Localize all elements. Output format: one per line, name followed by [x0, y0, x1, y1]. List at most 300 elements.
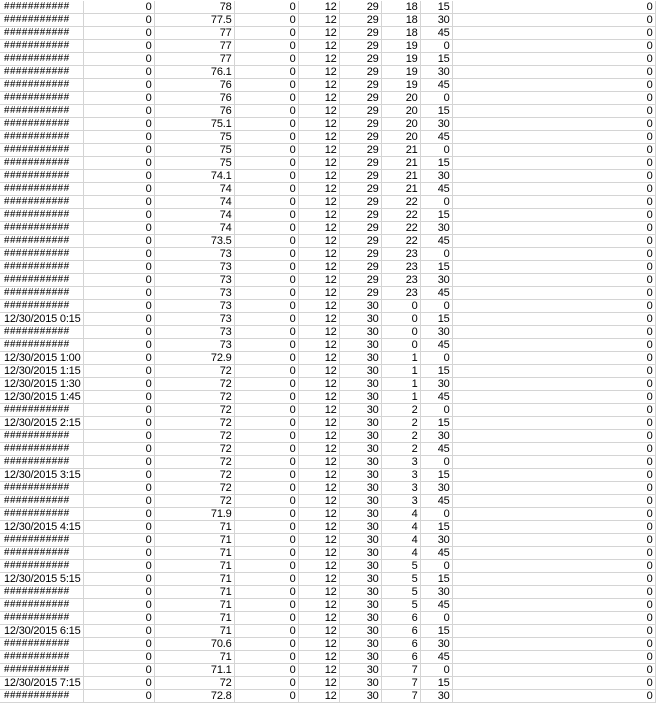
cell[interactable]: 29 — [339, 144, 381, 157]
cell[interactable]: 0 — [83, 482, 154, 495]
cell[interactable]: 0 — [234, 534, 298, 547]
cell[interactable]: 12 — [298, 612, 339, 625]
cell[interactable]: 0 — [452, 560, 655, 573]
cell[interactable]: 71 — [154, 573, 234, 586]
cell[interactable]: 29 — [339, 40, 381, 53]
cell[interactable]: ########### — [0, 248, 83, 261]
cell[interactable]: ########### — [0, 131, 83, 144]
cell[interactable]: 5 — [381, 573, 420, 586]
cell[interactable]: ########### — [0, 157, 83, 170]
cell[interactable]: 72 — [154, 469, 234, 482]
cell[interactable]: 12 — [298, 14, 339, 27]
cell[interactable]: 0 — [234, 14, 298, 27]
cell[interactable]: 0 — [234, 40, 298, 53]
cell[interactable]: 0 — [83, 40, 154, 53]
cell[interactable]: 15 — [420, 677, 452, 690]
cell[interactable]: 0 — [234, 391, 298, 404]
cell[interactable]: 0 — [420, 612, 452, 625]
cell[interactable]: 12 — [298, 638, 339, 651]
cell[interactable]: 1 — [381, 391, 420, 404]
cell[interactable]: 71.1 — [154, 664, 234, 677]
cell[interactable]: 0 — [234, 638, 298, 651]
cell[interactable]: 12 — [298, 27, 339, 40]
cell[interactable]: 71 — [154, 625, 234, 638]
cell[interactable]: 45 — [420, 27, 452, 40]
cell[interactable]: 0 — [452, 599, 655, 612]
cell[interactable]: 0 — [83, 625, 154, 638]
cell[interactable]: 71 — [154, 651, 234, 664]
cell[interactable]: 12/30/2015 1:45 — [0, 391, 83, 404]
cell[interactable]: 30 — [339, 456, 381, 469]
cell[interactable]: 12/30/2015 7:15 — [0, 677, 83, 690]
cell[interactable]: 71 — [154, 534, 234, 547]
cell[interactable]: 0 — [83, 222, 154, 235]
cell[interactable]: 15 — [420, 53, 452, 66]
cell[interactable]: 0 — [452, 118, 655, 131]
cell[interactable]: 0 — [83, 14, 154, 27]
cell[interactable]: 0 — [234, 690, 298, 703]
cell[interactable]: ########### — [0, 222, 83, 235]
cell[interactable]: ########### — [0, 92, 83, 105]
cell[interactable]: 12 — [298, 196, 339, 209]
cell[interactable]: 76 — [154, 105, 234, 118]
cell[interactable]: 72 — [154, 456, 234, 469]
cell[interactable]: 12/30/2015 1:15 — [0, 365, 83, 378]
cell[interactable]: 2 — [381, 430, 420, 443]
cell[interactable]: 0 — [452, 326, 655, 339]
cell[interactable]: 29 — [339, 248, 381, 261]
cell[interactable]: 3 — [381, 495, 420, 508]
cell[interactable]: 72 — [154, 677, 234, 690]
cell[interactable]: 0 — [83, 53, 154, 66]
cell[interactable]: 73.5 — [154, 235, 234, 248]
cell[interactable]: 0 — [234, 235, 298, 248]
cell[interactable]: 72 — [154, 417, 234, 430]
cell[interactable]: 0 — [452, 27, 655, 40]
cell[interactable]: 0 — [83, 560, 154, 573]
cell[interactable]: 0 — [83, 79, 154, 92]
cell[interactable]: 12 — [298, 1, 339, 14]
cell[interactable]: 0 — [83, 586, 154, 599]
cell[interactable]: 30 — [339, 573, 381, 586]
cell[interactable]: 12/30/2015 2:15 — [0, 417, 83, 430]
cell[interactable]: 0 — [83, 417, 154, 430]
cell[interactable]: 75.1 — [154, 118, 234, 131]
cell[interactable]: 12 — [298, 599, 339, 612]
cell[interactable]: 0 — [452, 456, 655, 469]
cell[interactable]: 30 — [339, 443, 381, 456]
cell[interactable]: 30 — [339, 638, 381, 651]
cell[interactable]: 29 — [339, 92, 381, 105]
cell[interactable]: 12/30/2015 6:15 — [0, 625, 83, 638]
cell[interactable]: 30 — [420, 274, 452, 287]
cell[interactable]: 45 — [420, 495, 452, 508]
cell[interactable]: 0 — [83, 131, 154, 144]
cell[interactable]: 23 — [381, 287, 420, 300]
cell[interactable]: 0 — [83, 651, 154, 664]
cell[interactable]: ########### — [0, 326, 83, 339]
cell[interactable]: 12 — [298, 391, 339, 404]
cell[interactable]: ########### — [0, 547, 83, 560]
cell[interactable]: 12 — [298, 586, 339, 599]
cell[interactable]: 73 — [154, 261, 234, 274]
cell[interactable]: ########### — [0, 118, 83, 131]
cell[interactable]: 0 — [83, 352, 154, 365]
cell[interactable]: 45 — [420, 235, 452, 248]
cell[interactable]: 0 — [83, 573, 154, 586]
cell[interactable]: 30 — [339, 300, 381, 313]
cell[interactable]: 29 — [339, 287, 381, 300]
cell[interactable]: 30 — [339, 430, 381, 443]
cell[interactable]: 30 — [339, 547, 381, 560]
cell[interactable]: 15 — [420, 417, 452, 430]
cell[interactable]: 29 — [339, 196, 381, 209]
cell[interactable]: 30 — [420, 326, 452, 339]
cell[interactable]: 0 — [234, 274, 298, 287]
cell[interactable]: 12 — [298, 495, 339, 508]
cell[interactable]: 0 — [83, 664, 154, 677]
cell[interactable]: 72 — [154, 430, 234, 443]
cell[interactable]: 72 — [154, 495, 234, 508]
cell[interactable]: 0 — [452, 1, 655, 14]
cell[interactable]: 0 — [452, 365, 655, 378]
cell[interactable]: 12 — [298, 430, 339, 443]
cell[interactable]: 12 — [298, 248, 339, 261]
cell[interactable]: 12 — [298, 235, 339, 248]
cell[interactable]: 12 — [298, 326, 339, 339]
cell[interactable]: 0 — [234, 105, 298, 118]
cell[interactable]: 0 — [234, 469, 298, 482]
cell[interactable]: 72 — [154, 378, 234, 391]
cell[interactable]: 0 — [83, 612, 154, 625]
cell[interactable]: 0 — [452, 651, 655, 664]
cell[interactable]: 12 — [298, 482, 339, 495]
cell[interactable]: 6 — [381, 625, 420, 638]
cell[interactable]: 0 — [381, 339, 420, 352]
cell[interactable]: 15 — [420, 157, 452, 170]
cell[interactable]: 29 — [339, 261, 381, 274]
cell[interactable]: 19 — [381, 66, 420, 79]
cell[interactable]: 72 — [154, 365, 234, 378]
cell[interactable]: 0 — [83, 248, 154, 261]
cell[interactable]: 0 — [420, 196, 452, 209]
cell[interactable]: 12/30/2015 0:15 — [0, 313, 83, 326]
cell[interactable]: ########### — [0, 79, 83, 92]
cell[interactable]: 20 — [381, 105, 420, 118]
cell[interactable]: 12 — [298, 560, 339, 573]
cell[interactable]: 0 — [83, 495, 154, 508]
cell[interactable]: 12 — [298, 677, 339, 690]
cell[interactable]: ########### — [0, 66, 83, 79]
cell[interactable]: 29 — [339, 27, 381, 40]
cell[interactable]: 0 — [234, 456, 298, 469]
cell[interactable]: 73 — [154, 339, 234, 352]
cell[interactable]: 0 — [452, 300, 655, 313]
cell[interactable]: ########### — [0, 443, 83, 456]
cell[interactable]: 23 — [381, 274, 420, 287]
cell[interactable]: 74 — [154, 183, 234, 196]
cell[interactable]: 0 — [381, 313, 420, 326]
cell[interactable]: 0 — [452, 482, 655, 495]
cell[interactable]: 71 — [154, 521, 234, 534]
cell[interactable]: 0 — [234, 248, 298, 261]
cell[interactable]: 20 — [381, 92, 420, 105]
cell[interactable]: 0 — [83, 443, 154, 456]
cell[interactable]: 45 — [420, 339, 452, 352]
cell[interactable]: 0 — [83, 144, 154, 157]
cell[interactable]: 12 — [298, 352, 339, 365]
cell[interactable]: 30 — [339, 677, 381, 690]
cell[interactable]: 0 — [452, 378, 655, 391]
cell[interactable]: 0 — [83, 534, 154, 547]
cell[interactable]: 0 — [420, 144, 452, 157]
cell[interactable]: 19 — [381, 40, 420, 53]
cell[interactable]: ########### — [0, 14, 83, 27]
cell[interactable]: 29 — [339, 183, 381, 196]
cell[interactable]: ########### — [0, 196, 83, 209]
cell[interactable]: 74.1 — [154, 170, 234, 183]
cell[interactable]: ########### — [0, 40, 83, 53]
cell[interactable]: 23 — [381, 261, 420, 274]
cell[interactable]: 15 — [420, 625, 452, 638]
cell[interactable]: ########### — [0, 651, 83, 664]
cell[interactable]: 4 — [381, 508, 420, 521]
cell[interactable]: 0 — [452, 625, 655, 638]
cell[interactable]: 0 — [452, 612, 655, 625]
cell[interactable]: 2 — [381, 404, 420, 417]
cell[interactable]: 0 — [234, 92, 298, 105]
cell[interactable]: 72 — [154, 482, 234, 495]
cell[interactable]: 0 — [83, 1, 154, 14]
cell[interactable]: 30 — [339, 508, 381, 521]
cell[interactable]: 0 — [83, 365, 154, 378]
cell[interactable]: ########### — [0, 404, 83, 417]
cell[interactable]: 0 — [452, 105, 655, 118]
cell[interactable]: 77 — [154, 40, 234, 53]
cell[interactable]: 30 — [339, 690, 381, 703]
cell[interactable]: 0 — [234, 378, 298, 391]
cell[interactable]: 30 — [339, 313, 381, 326]
cell[interactable]: 45 — [420, 443, 452, 456]
cell[interactable]: 15 — [420, 521, 452, 534]
cell[interactable]: 3 — [381, 482, 420, 495]
cell[interactable]: 0 — [83, 690, 154, 703]
cell[interactable]: 12 — [298, 443, 339, 456]
cell[interactable]: 30 — [420, 170, 452, 183]
cell[interactable]: 30 — [339, 534, 381, 547]
cell[interactable]: 0 — [83, 118, 154, 131]
cell[interactable]: 30 — [339, 417, 381, 430]
cell[interactable]: 12 — [298, 404, 339, 417]
cell[interactable]: 1 — [381, 352, 420, 365]
cell[interactable]: 15 — [420, 573, 452, 586]
cell[interactable]: 0 — [452, 131, 655, 144]
cell[interactable]: 29 — [339, 131, 381, 144]
cell[interactable]: 4 — [381, 534, 420, 547]
cell[interactable]: 0 — [452, 586, 655, 599]
cell[interactable]: 12 — [298, 53, 339, 66]
cell[interactable]: 30 — [339, 469, 381, 482]
cell[interactable]: 22 — [381, 196, 420, 209]
cell[interactable]: 0 — [420, 300, 452, 313]
cell[interactable]: 0 — [234, 313, 298, 326]
cell[interactable]: 20 — [381, 118, 420, 131]
cell[interactable]: 12 — [298, 79, 339, 92]
cell[interactable]: ########### — [0, 456, 83, 469]
cell[interactable]: 5 — [381, 599, 420, 612]
cell[interactable]: 29 — [339, 14, 381, 27]
cell[interactable]: ########### — [0, 235, 83, 248]
cell[interactable]: 74 — [154, 196, 234, 209]
cell[interactable]: 12 — [298, 521, 339, 534]
cell[interactable]: 0 — [420, 456, 452, 469]
cell[interactable]: 0 — [234, 27, 298, 40]
cell[interactable]: 0 — [420, 248, 452, 261]
cell[interactable]: 30 — [339, 378, 381, 391]
cell[interactable]: 12 — [298, 456, 339, 469]
cell[interactable]: 71 — [154, 612, 234, 625]
cell[interactable]: 0 — [452, 417, 655, 430]
cell[interactable]: 30 — [420, 378, 452, 391]
cell[interactable]: 21 — [381, 157, 420, 170]
cell[interactable]: 0 — [83, 599, 154, 612]
cell[interactable]: 0 — [452, 430, 655, 443]
cell[interactable]: 22 — [381, 222, 420, 235]
cell[interactable]: ########### — [0, 638, 83, 651]
cell[interactable]: 0 — [452, 170, 655, 183]
cell[interactable]: 18 — [381, 1, 420, 14]
cell[interactable]: 75 — [154, 131, 234, 144]
cell[interactable]: 6 — [381, 612, 420, 625]
cell[interactable]: 7 — [381, 677, 420, 690]
cell[interactable]: 0 — [452, 274, 655, 287]
cell[interactable]: 21 — [381, 183, 420, 196]
cell[interactable]: 12/30/2015 1:00 — [0, 352, 83, 365]
cell[interactable]: 0 — [234, 1, 298, 14]
cell[interactable]: 12 — [298, 157, 339, 170]
cell[interactable]: 7 — [381, 664, 420, 677]
cell[interactable]: 19 — [381, 53, 420, 66]
cell[interactable]: 71 — [154, 586, 234, 599]
cell[interactable]: ########### — [0, 105, 83, 118]
cell[interactable]: 73 — [154, 287, 234, 300]
cell[interactable]: 5 — [381, 560, 420, 573]
cell[interactable]: 0 — [452, 92, 655, 105]
cell[interactable]: ########### — [0, 1, 83, 14]
cell[interactable]: 0 — [420, 40, 452, 53]
cell[interactable]: 0 — [234, 612, 298, 625]
cell[interactable]: 30 — [339, 521, 381, 534]
cell[interactable]: 45 — [420, 131, 452, 144]
cell[interactable]: 12 — [298, 131, 339, 144]
cell[interactable]: 45 — [420, 547, 452, 560]
cell[interactable]: 0 — [234, 170, 298, 183]
cell[interactable]: 5 — [381, 586, 420, 599]
cell[interactable]: 22 — [381, 235, 420, 248]
cell[interactable]: ########### — [0, 170, 83, 183]
cell[interactable]: 15 — [420, 313, 452, 326]
cell[interactable]: 4 — [381, 521, 420, 534]
cell[interactable]: ########### — [0, 482, 83, 495]
cell[interactable]: 23 — [381, 248, 420, 261]
cell[interactable]: 29 — [339, 1, 381, 14]
cell[interactable]: 0 — [420, 404, 452, 417]
cell[interactable]: 0 — [83, 183, 154, 196]
cell[interactable]: 0 — [83, 677, 154, 690]
cell[interactable]: 0 — [83, 209, 154, 222]
cell[interactable]: 0 — [452, 79, 655, 92]
cell[interactable]: 0 — [452, 196, 655, 209]
cell[interactable]: 72 — [154, 404, 234, 417]
cell[interactable]: 30 — [339, 404, 381, 417]
cell[interactable]: 12 — [298, 40, 339, 53]
cell[interactable]: 0 — [381, 326, 420, 339]
cell[interactable]: 29 — [339, 274, 381, 287]
cell[interactable]: ########### — [0, 430, 83, 443]
cell[interactable]: 0 — [234, 508, 298, 521]
cell[interactable]: 15 — [420, 105, 452, 118]
cell[interactable]: 15 — [420, 365, 452, 378]
cell[interactable]: 0 — [452, 235, 655, 248]
cell[interactable]: 0 — [420, 352, 452, 365]
cell[interactable]: 15 — [420, 469, 452, 482]
cell[interactable]: 2 — [381, 443, 420, 456]
cell[interactable]: 45 — [420, 287, 452, 300]
cell[interactable]: 0 — [234, 79, 298, 92]
cell[interactable]: 0 — [452, 14, 655, 27]
cell[interactable]: 30 — [420, 14, 452, 27]
cell[interactable]: 29 — [339, 66, 381, 79]
cell[interactable]: 0 — [83, 157, 154, 170]
cell[interactable]: 0 — [234, 222, 298, 235]
cell[interactable]: 75 — [154, 144, 234, 157]
cell[interactable]: 0 — [420, 560, 452, 573]
cell[interactable]: 15 — [420, 261, 452, 274]
cell[interactable]: 0 — [83, 300, 154, 313]
cell[interactable]: 0 — [83, 456, 154, 469]
cell[interactable]: 0 — [234, 586, 298, 599]
cell[interactable]: 0 — [234, 664, 298, 677]
cell[interactable]: 6 — [381, 651, 420, 664]
cell[interactable]: 29 — [339, 170, 381, 183]
cell[interactable]: 0 — [452, 144, 655, 157]
cell[interactable]: 0 — [234, 53, 298, 66]
cell[interactable]: 0 — [83, 261, 154, 274]
cell[interactable]: 76 — [154, 92, 234, 105]
cell[interactable]: 12 — [298, 690, 339, 703]
cell[interactable]: ########### — [0, 690, 83, 703]
cell[interactable]: 74 — [154, 222, 234, 235]
cell[interactable]: 0 — [452, 638, 655, 651]
cell[interactable]: 12 — [298, 573, 339, 586]
cell[interactable]: 72 — [154, 391, 234, 404]
cell[interactable]: 30 — [420, 66, 452, 79]
cell[interactable]: 0 — [234, 365, 298, 378]
cell[interactable]: ########### — [0, 144, 83, 157]
cell[interactable]: 0 — [83, 92, 154, 105]
cell[interactable]: 29 — [339, 79, 381, 92]
cell[interactable]: 0 — [234, 118, 298, 131]
cell[interactable]: ########### — [0, 560, 83, 573]
cell[interactable]: 0 — [234, 66, 298, 79]
cell[interactable]: 0 — [83, 391, 154, 404]
cell[interactable]: 0 — [452, 391, 655, 404]
cell[interactable]: 0 — [381, 300, 420, 313]
cell[interactable]: 76 — [154, 79, 234, 92]
cell[interactable]: 12 — [298, 547, 339, 560]
cell[interactable]: 0 — [234, 482, 298, 495]
cell[interactable]: 30 — [339, 339, 381, 352]
